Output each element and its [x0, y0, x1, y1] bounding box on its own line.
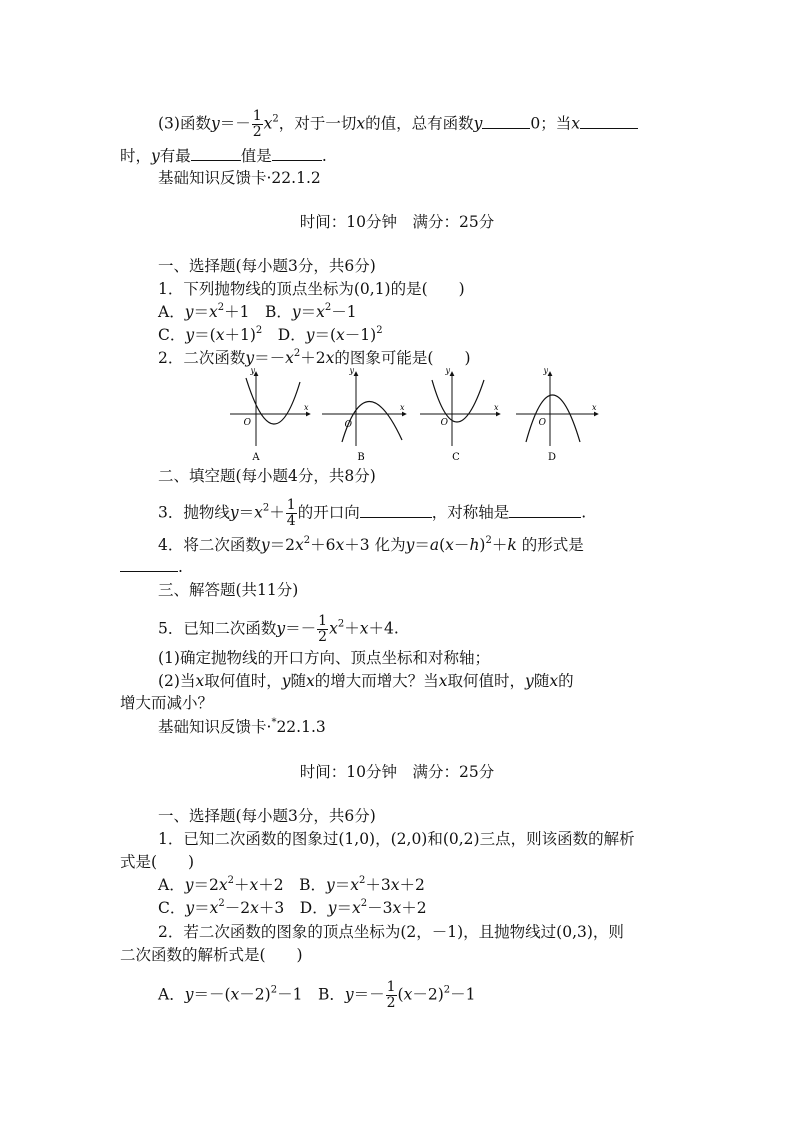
card1-q5-part2: (2)当x取何值时，y随x的增大而增大？当x取何值时，y随x的 [158, 672, 574, 690]
card1-q4: 4．将二次函数$y=2x^2+6x+3$ 化为$y=a(x-h)^2+k$ 的形式是 [158, 535, 584, 554]
axis-y-label: y [250, 368, 255, 375]
q3-line1: (3)函数y＝－ $\frac{1}{2}$ $x^2$，对于一切x的值，总有函数y 0；当x [158, 109, 638, 140]
origin-label: O [344, 420, 352, 430]
graph-label-b: B [357, 452, 365, 463]
card1-q5-part2-cont: 增大而减小？ [120, 694, 214, 712]
card1-q1: 1．下列抛物线的顶点坐标为(0,1)的是( ) [158, 280, 465, 298]
card1-q4-line2: . [120, 557, 183, 577]
fraction: $\frac{1}{4}$ [286, 497, 296, 529]
axis-x-label: x [400, 403, 405, 412]
axis-x-label: x [494, 403, 499, 412]
card1-q1-options-cd: C．$y=(x+1)^2$ D．$y=(x-1)^2$ [158, 325, 383, 344]
graph-d[interactable] [516, 368, 598, 463]
origin-label: O [538, 418, 546, 428]
answer-blank[interactable] [120, 557, 178, 572]
card1-q3: 3．抛物线$y=x^2+$ $\frac{1}{4}$ 的开口向 ，对称轴是 . [158, 497, 587, 529]
card1-title: 基础知识反馈卡·22.1.2 [158, 169, 321, 187]
axis-y-label: y [349, 368, 354, 375]
card1-section3: 三、解答题(共11分) [158, 581, 299, 599]
graph-b[interactable] [322, 368, 406, 463]
card1-q5: 5．已知二次函数y＝－ $\frac{1}{2}$ $x^2+x+4$. [158, 613, 399, 645]
axis-x-label: x [304, 403, 309, 412]
answer-blank[interactable] [482, 114, 530, 129]
card2-q1-line2: 式是( ) [120, 853, 195, 871]
fraction: $\frac{1}{2}$ [386, 979, 396, 1011]
card2-title: 基础知识反馈卡·*22.1.3 [158, 717, 326, 736]
answer-blank[interactable] [509, 503, 581, 518]
graph-options [226, 368, 606, 464]
axis-x-label: x [592, 403, 597, 412]
card1-section2: 二、填空题(每小题4分，共8分) [158, 467, 376, 485]
answer-blank[interactable] [191, 146, 241, 161]
card1-section1: 一、选择题(每小题3分，共6分) [158, 257, 376, 275]
fraction: $\frac{1}{2}$ [252, 108, 262, 140]
card2-q1-options-cd: C．$y=x^2-2x+3$ D．$y=x^2-3x+2$ [158, 898, 427, 917]
card1-q5-part1: (1)确定抛物线的开口方向、顶点坐标和对称轴； [158, 649, 490, 667]
answer-blank[interactable] [360, 503, 432, 518]
card2-q2: 2．若二次函数的图象的顶点坐标为(2，－1)，且抛物线过(0,3)，则 [158, 923, 624, 941]
card2-q1-options-ab: A．$y=2x^2+x+2$ B．$y=x^2+3x+2$ [158, 875, 425, 894]
graph-label-a: A [252, 452, 260, 463]
graph-label-d: D [547, 452, 557, 463]
origin-label: O [440, 418, 448, 428]
q3-line2: 时，y有最 值是 . [120, 147, 327, 165]
card1-q2: 2．二次函数$y=-x^2+2x$的图象可能是( ) [158, 348, 471, 367]
card2-q2-line2: 二次函数的解析式是( ) [120, 946, 303, 964]
card2-section1: 一、选择题(每小题3分，共6分) [158, 807, 376, 825]
answer-blank[interactable] [580, 114, 638, 129]
fraction: $\frac{1}{2}$ [318, 613, 328, 645]
card1-q1-options-ab: A．$y=x^2+1$ B．$y=x^2-1$ [158, 302, 357, 321]
card2-time: 时间：10分钟 满分：25分 [299, 763, 495, 781]
answer-blank[interactable] [272, 146, 322, 161]
axis-y-label: y [445, 368, 450, 375]
graph-label-c: C [452, 452, 460, 463]
card1-time: 时间：10分钟 满分：25分 [299, 213, 495, 231]
card2-q2-options-ab: A．$y=-(x-2)^2-1$ B．y＝－ $\frac{1}{2}$ $(x-2)^2-1$ [158, 979, 476, 1011]
card2-q1: 1．已知二次函数的图象过(1,0)，(2,0)和(0,2)三点，则该函数的解析 [158, 830, 635, 848]
origin-label: O [243, 418, 251, 428]
graph-a[interactable] [230, 368, 310, 463]
axis-y-label: y [543, 368, 548, 375]
graph-c[interactable] [420, 368, 500, 463]
